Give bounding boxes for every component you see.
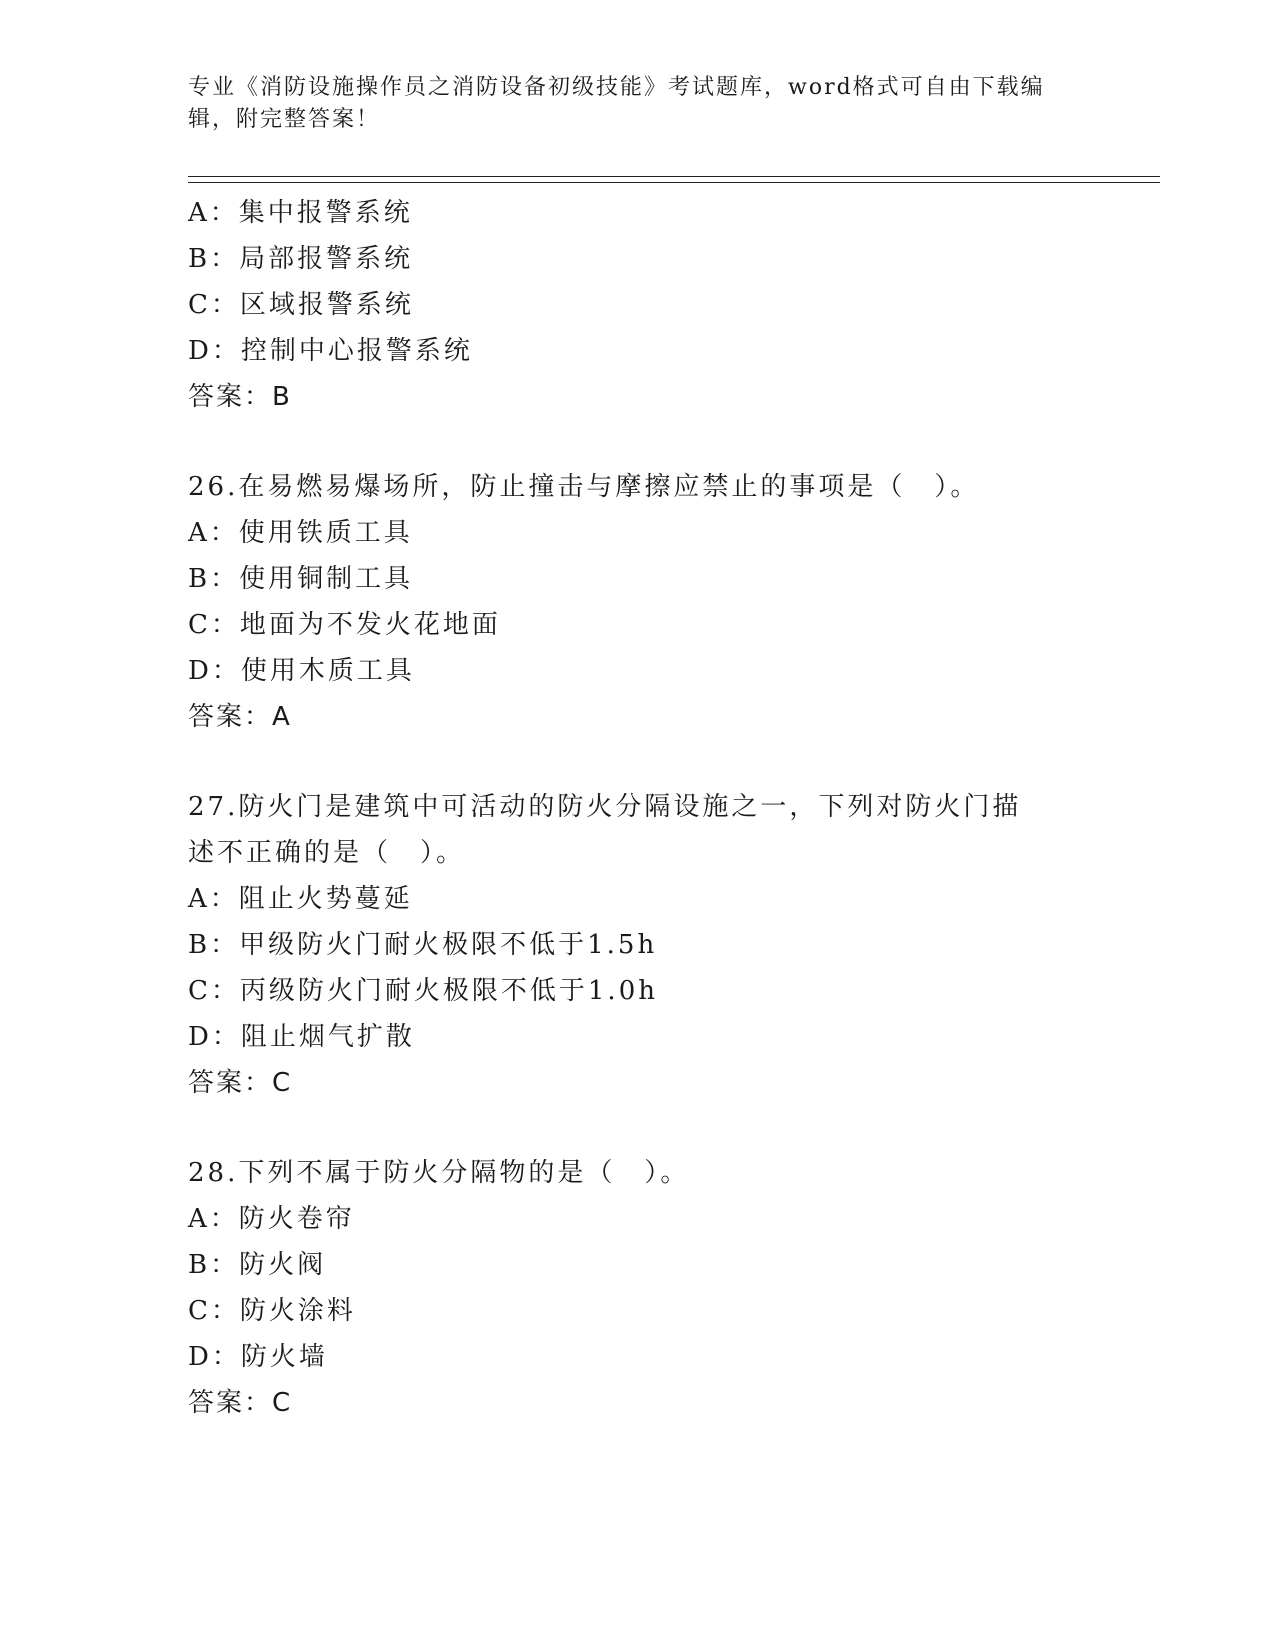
- document-header: 专业《消防设施操作员之消防设备初级技能》考试题库，word格式可自由下载编辑，附完整答案！: [188, 75, 1045, 132]
- option-c: C：丙级防火门耐火极限不低于1.0h: [188, 976, 658, 1006]
- option-a: A：集中报警系统: [188, 198, 413, 228]
- option-c: C：地面为不发火花地面: [188, 610, 501, 640]
- question-text: 28.下列不属于防火分隔物的是（ ）。: [188, 1158, 690, 1188]
- option-d: D：阻止烟气扩散: [188, 1022, 415, 1052]
- option-b: B：局部报警系统: [188, 244, 414, 274]
- answer-line: 答案：C: [188, 1388, 293, 1418]
- option-d: D：控制中心报警系统: [188, 336, 473, 366]
- question-block-26: [188, 464, 1088, 740]
- question-block-28: [188, 1150, 1088, 1426]
- answer-line: 答案：A: [188, 702, 292, 732]
- option-b: B：甲级防火门耐火极限不低于1.5h: [188, 930, 658, 960]
- question-list: [188, 190, 1088, 1426]
- option-c: C：区域报警系统: [188, 290, 414, 320]
- question-block-25: [188, 190, 1088, 420]
- option-b: B：防火阀: [188, 1250, 327, 1280]
- option-a: A：使用铁质工具: [188, 518, 413, 548]
- question-text: 26.在易燃易爆场所，防止撞击与摩擦应禁止的事项是（ ）。: [188, 472, 980, 502]
- option-a: A：阻止火势蔓延: [188, 884, 413, 914]
- option-c: C：防火涂料: [188, 1296, 356, 1326]
- option-d: D：使用木质工具: [188, 656, 415, 686]
- header-rule-bottom: [188, 182, 1160, 183]
- question-block-27: [188, 784, 1088, 1106]
- answer-line: 答案：C: [188, 1068, 293, 1098]
- option-a: A：防火卷帘: [188, 1204, 355, 1234]
- header-rule-top: [188, 176, 1160, 177]
- question-text: 27.防火门是建筑中可活动的防火分隔设施之一，下列对防火门描述不正确的是（ ）。: [188, 792, 1022, 868]
- option-d: D：防火墙: [188, 1342, 328, 1372]
- option-b: B：使用铜制工具: [188, 564, 414, 594]
- answer-line: 答案：B: [188, 382, 292, 412]
